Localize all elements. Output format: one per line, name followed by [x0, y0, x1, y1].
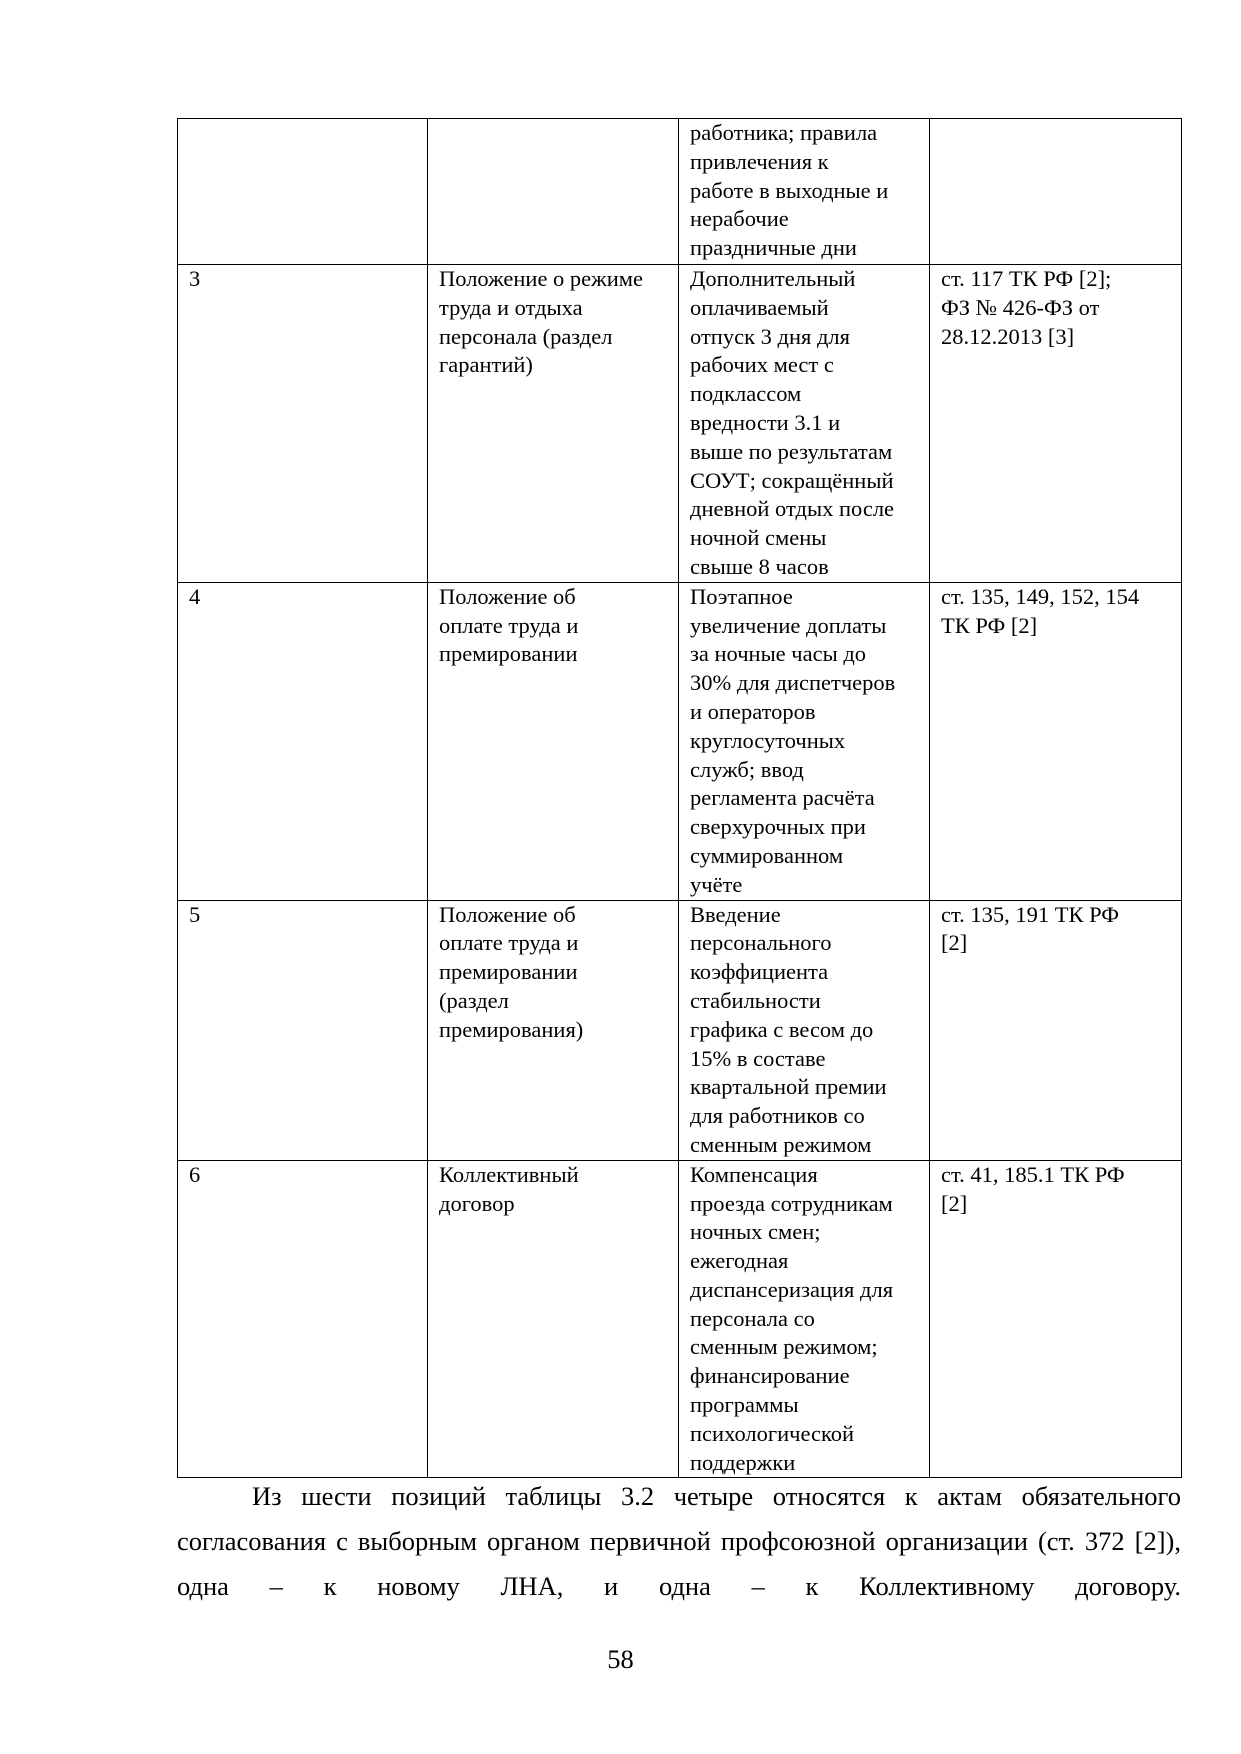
cell-number: 4	[178, 582, 428, 900]
table-row	[178, 265, 1182, 583]
cell-legal-basis: ст. 135, 149, 152, 154 ТК РФ [2]	[930, 582, 1182, 900]
body-paragraph: Из шести позиций таблицы 3.2 четыре относятся к актам обязательного согласования с выборным органом первичной профсоюзной организации (ст. 372 [2]), одна – к новому ЛНА, и одна – к Коллективному договору.	[177, 1481, 1181, 1601]
cell-change: Компенсация проезда сотрудникам ночных смен; ежегодная диспансеризация для персонала со сменным режимом; финансирование программы психологической поддержки	[679, 1160, 930, 1478]
table-row	[178, 582, 1182, 900]
cell-number: 3	[178, 265, 428, 583]
cell-change: Дополнительный оплачиваемый отпуск 3 дня для рабочих мест с подклассом вредности 3.1 и выше по результатам СОУТ; сокращённый дневной отдых после ночной смены свыше 8 часов	[679, 265, 930, 583]
cell-number: 5	[178, 900, 428, 1160]
measures-table	[177, 118, 1182, 1478]
table-row	[178, 900, 1182, 1160]
cell-legal-basis: ст. 135, 191 ТК РФ [2]	[930, 900, 1182, 1160]
cell-legal-basis: ст. 41, 185.1 ТК РФ [2]	[930, 1160, 1182, 1478]
cell-document: Положение об оплате труда и премировании (раздел премирования)	[428, 900, 679, 1160]
cell-number	[178, 119, 428, 265]
table-row	[178, 119, 1182, 265]
cell-document: Положение об оплате труда и премировании	[428, 582, 679, 900]
table-row	[178, 1160, 1182, 1478]
page-number: 58	[607, 1644, 634, 1674]
cell-document: Коллективный договор	[428, 1160, 679, 1478]
cell-change: Поэтапное увеличение доплаты за ночные часы до 30% для диспетчеров и операторов круглосуточных служб; ввод регламента расчёта сверхурочных при суммированном учёте	[679, 582, 930, 900]
cell-document: Положение о режиме труда и отдыха персонала (раздел гарантий)	[428, 265, 679, 583]
cell-number: 6	[178, 1160, 428, 1478]
cell-change: работника; правила привлечения к работе в выходные и нерабочие праздничные дни	[679, 119, 930, 265]
cell-change: Введение персонального коэффициента стабильности графика с весом до 15% в составе квартальной премии для работников со сменным режимом	[679, 900, 930, 1160]
cell-legal-basis: ст. 117 ТК РФ [2]; ФЗ № 426-ФЗ от 28.12.2013 [3]	[930, 265, 1182, 583]
cell-document	[428, 119, 679, 265]
cell-legal-basis	[930, 119, 1182, 265]
